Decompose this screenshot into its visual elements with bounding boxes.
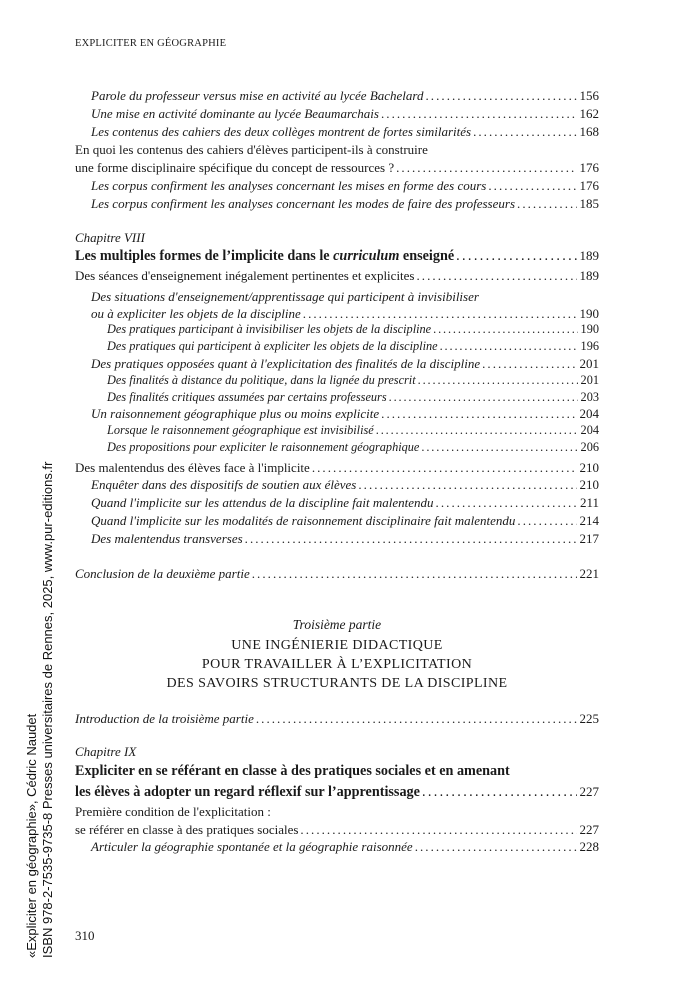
entry-page: 204 <box>579 406 599 421</box>
entry-title: Expliciter en se référant en classe à des pratiques sociales et en amenant <box>75 763 510 779</box>
dot-leader <box>517 512 576 529</box>
entry-title: Des pratiques opposées quant à l'explicitation des finalités de la discipline <box>91 356 481 371</box>
toc-entry[interactable] <box>91 177 599 194</box>
part-title-line: UNE INGÉNIERIE DIDACTIQUE <box>231 638 443 653</box>
dot-leader <box>421 439 577 456</box>
toc-entry[interactable] <box>107 439 599 456</box>
entry-title: Parole du professeur versus mise en activité au lycée Bachelard <box>91 88 424 103</box>
entry-page: 210 <box>579 477 599 492</box>
dot-leader <box>256 710 577 727</box>
dot-leader <box>381 105 577 122</box>
entry-title: Articuler la géographie spontanée et la géographie raisonnée <box>91 839 413 854</box>
toc-entry[interactable] <box>91 105 599 122</box>
title-part: enseigné <box>399 248 455 264</box>
entry-title: Des finalités à distance du politique, dans la lignée du prescrit <box>107 373 416 387</box>
toc-entry-line1 <box>75 803 599 820</box>
toc-entry-line1 <box>91 288 599 305</box>
entry-page: 190 <box>579 306 599 321</box>
dot-leader <box>488 177 576 194</box>
toc-entry[interactable] <box>91 87 599 104</box>
dot-leader <box>433 321 577 338</box>
chapter-title[interactable] <box>75 247 599 265</box>
entry-title: Enquêter dans des dispositifs de soutien aux élèves <box>91 477 357 492</box>
entry-title: Un raisonnement géographique plus ou moins explicite <box>91 406 380 421</box>
entry-page: 206 <box>580 440 599 454</box>
entry-page: 228 <box>579 839 599 854</box>
entry-title: Des malentendus des élèves face à l'implicite <box>75 460 310 475</box>
entry-title: Des séances d'enseignement inégalement pertinentes et explicites <box>75 268 415 283</box>
toc-entry[interactable] <box>91 512 599 529</box>
entry-page: 225 <box>579 711 599 726</box>
entry-title: Quand l'implicite sur les attendus de la discipline fait malentendu <box>91 495 434 510</box>
entry-page: 221 <box>579 566 599 581</box>
chapter-label: Chapitre IX <box>75 744 137 759</box>
dot-leader <box>300 821 576 838</box>
part-label: Troisième partie <box>292 617 382 632</box>
toc-entry[interactable] <box>91 476 599 493</box>
entry-title: Des situations d'enseignement/apprentissage qui participent à invisibiliser <box>91 289 479 304</box>
toc-entry[interactable] <box>107 389 599 406</box>
dot-leader <box>303 305 577 322</box>
entry-title: Des malentendus transverses <box>91 531 243 546</box>
entry-page: 204 <box>580 423 599 437</box>
entry-page: 189 <box>579 248 599 263</box>
toc-entry[interactable] <box>91 494 599 511</box>
entry-title: une forme disciplinaire spécifique du concept de ressources ? <box>75 160 395 175</box>
entry-page: 210 <box>579 460 599 475</box>
entry-page: 201 <box>579 356 599 371</box>
dot-leader <box>426 87 577 104</box>
entry-title: Lorsque le raisonnement géographique est invisibilisé <box>107 423 374 437</box>
entry-title: Conclusion de la deuxième partie <box>75 566 250 581</box>
toc-entry[interactable] <box>75 267 599 284</box>
dot-leader <box>456 248 576 265</box>
side-notice-line2: ISBN 978-2-7535-9735-8 Presses universitaires de Rennes, 2025, www.pur-editions.fr <box>40 461 55 958</box>
toc-entry[interactable] <box>107 321 599 338</box>
entry-page: 211 <box>579 495 599 510</box>
toc-entry[interactable] <box>107 372 599 389</box>
entry-title: Des pratiques participant à invisibiliser les objets de la discipline <box>107 322 432 336</box>
entry-page: 176 <box>579 178 599 193</box>
entry-title: Introduction de la troisième partie <box>75 711 254 726</box>
entry-title: se référer en classe à des pratiques sociales <box>75 822 299 837</box>
entry-title: Quand l'implicite sur les modalités de raisonnement disciplinaire fait malentendu <box>91 513 516 528</box>
part-title-line: POUR TRAVAILLER À L’EXPLICITATION <box>201 657 473 672</box>
entry-page: 196 <box>580 339 599 353</box>
toc-entry[interactable] <box>91 195 599 212</box>
dot-leader <box>376 422 578 439</box>
toc-entry[interactable] <box>75 459 599 476</box>
page-number: 310 <box>75 928 95 943</box>
entry-page: 162 <box>579 106 599 121</box>
entry-page: 227 <box>579 784 599 799</box>
toc-entry[interactable] <box>91 123 599 140</box>
running-header: EXPLICITER EN GÉOGRAPHIE <box>75 38 227 49</box>
toc-entry[interactable] <box>107 422 599 439</box>
dot-leader <box>252 565 577 582</box>
entry-page: 217 <box>579 531 599 546</box>
side-notice-line1: «Expliciter en géographie», Cédric Naudet <box>24 713 39 958</box>
dot-leader <box>418 372 578 389</box>
entry-page: 189 <box>579 268 599 283</box>
toc-entry-line1 <box>75 141 599 158</box>
dot-leader <box>417 267 577 284</box>
toc-entry[interactable] <box>91 530 599 547</box>
entry-page: 168 <box>579 124 599 139</box>
dot-leader <box>517 195 576 212</box>
entry-page: 176 <box>579 160 599 175</box>
part-title-line: DES SAVOIRS STRUCTURANTS DE LA DISCIPLINE <box>166 676 508 691</box>
dot-leader <box>389 389 578 406</box>
toc-entry[interactable] <box>91 305 599 322</box>
dot-leader <box>422 784 577 801</box>
entry-title: Des finalités critiques assumées par certains professeurs <box>107 390 387 404</box>
toc-entry[interactable] <box>75 159 599 176</box>
toc-entry[interactable] <box>91 838 599 855</box>
dot-leader <box>381 405 576 422</box>
entry-title: Première condition de l'explicitation : <box>75 804 271 819</box>
dot-leader <box>436 494 577 511</box>
chapter-title-line1 <box>75 763 599 780</box>
entry-title: Des propositions pour expliciter le raisonnement géographique <box>107 440 420 454</box>
entry-page: 190 <box>580 322 599 336</box>
entry-page: 203 <box>580 390 599 404</box>
entry-title: Les contenus des cahiers des deux collèges montrent de fortes similarités <box>91 124 472 139</box>
entry-title <box>75 248 454 265</box>
entry-page: 214 <box>579 513 599 528</box>
toc-entry[interactable] <box>91 355 599 372</box>
entry-title: En quoi les contenus des cahiers d'élèves participent-ils à construire <box>75 142 428 157</box>
toc-entry[interactable] <box>75 821 599 838</box>
toc-entry[interactable] <box>91 405 599 422</box>
dot-leader <box>396 159 576 176</box>
entry-title: Des pratiques qui participent à expliciter les objets de la discipline <box>107 339 438 353</box>
entry-title: Les corpus confirment les analyses concernant les mises en forme des cours <box>91 178 487 193</box>
entry-page: 227 <box>579 822 599 837</box>
title-emphasis: curriculum <box>333 248 400 264</box>
toc-entry-conclusion[interactable] <box>75 565 599 582</box>
dot-leader <box>245 530 577 547</box>
dot-leader <box>415 838 577 855</box>
entry-page: 185 <box>579 196 599 211</box>
dot-leader <box>482 355 576 372</box>
dot-leader <box>358 476 576 493</box>
entry-page: 156 <box>579 88 599 103</box>
dot-leader <box>440 338 578 355</box>
dot-leader <box>473 123 576 140</box>
entry-title: ou à expliciter les objets de la discipline <box>91 306 301 321</box>
toc-entry-introduction[interactable] <box>75 710 599 727</box>
chapter-title[interactable] <box>75 783 599 801</box>
dot-leader <box>312 459 577 476</box>
entry-title: Les corpus confirment les analyses concernant les modes de faire des professeurs <box>91 196 516 211</box>
toc-entry[interactable] <box>107 338 599 355</box>
entry-title: les élèves à adopter un regard réflexif sur l’apprentissage <box>75 784 420 800</box>
title-part: Les multiples formes de l’implicite dans le <box>75 248 334 264</box>
chapter-label: Chapitre VIII <box>75 230 145 245</box>
entry-title: Une mise en activité dominante au lycée Beaumarchais <box>91 106 379 121</box>
entry-page: 201 <box>580 373 599 387</box>
side-copyright-notice <box>24 462 56 958</box>
